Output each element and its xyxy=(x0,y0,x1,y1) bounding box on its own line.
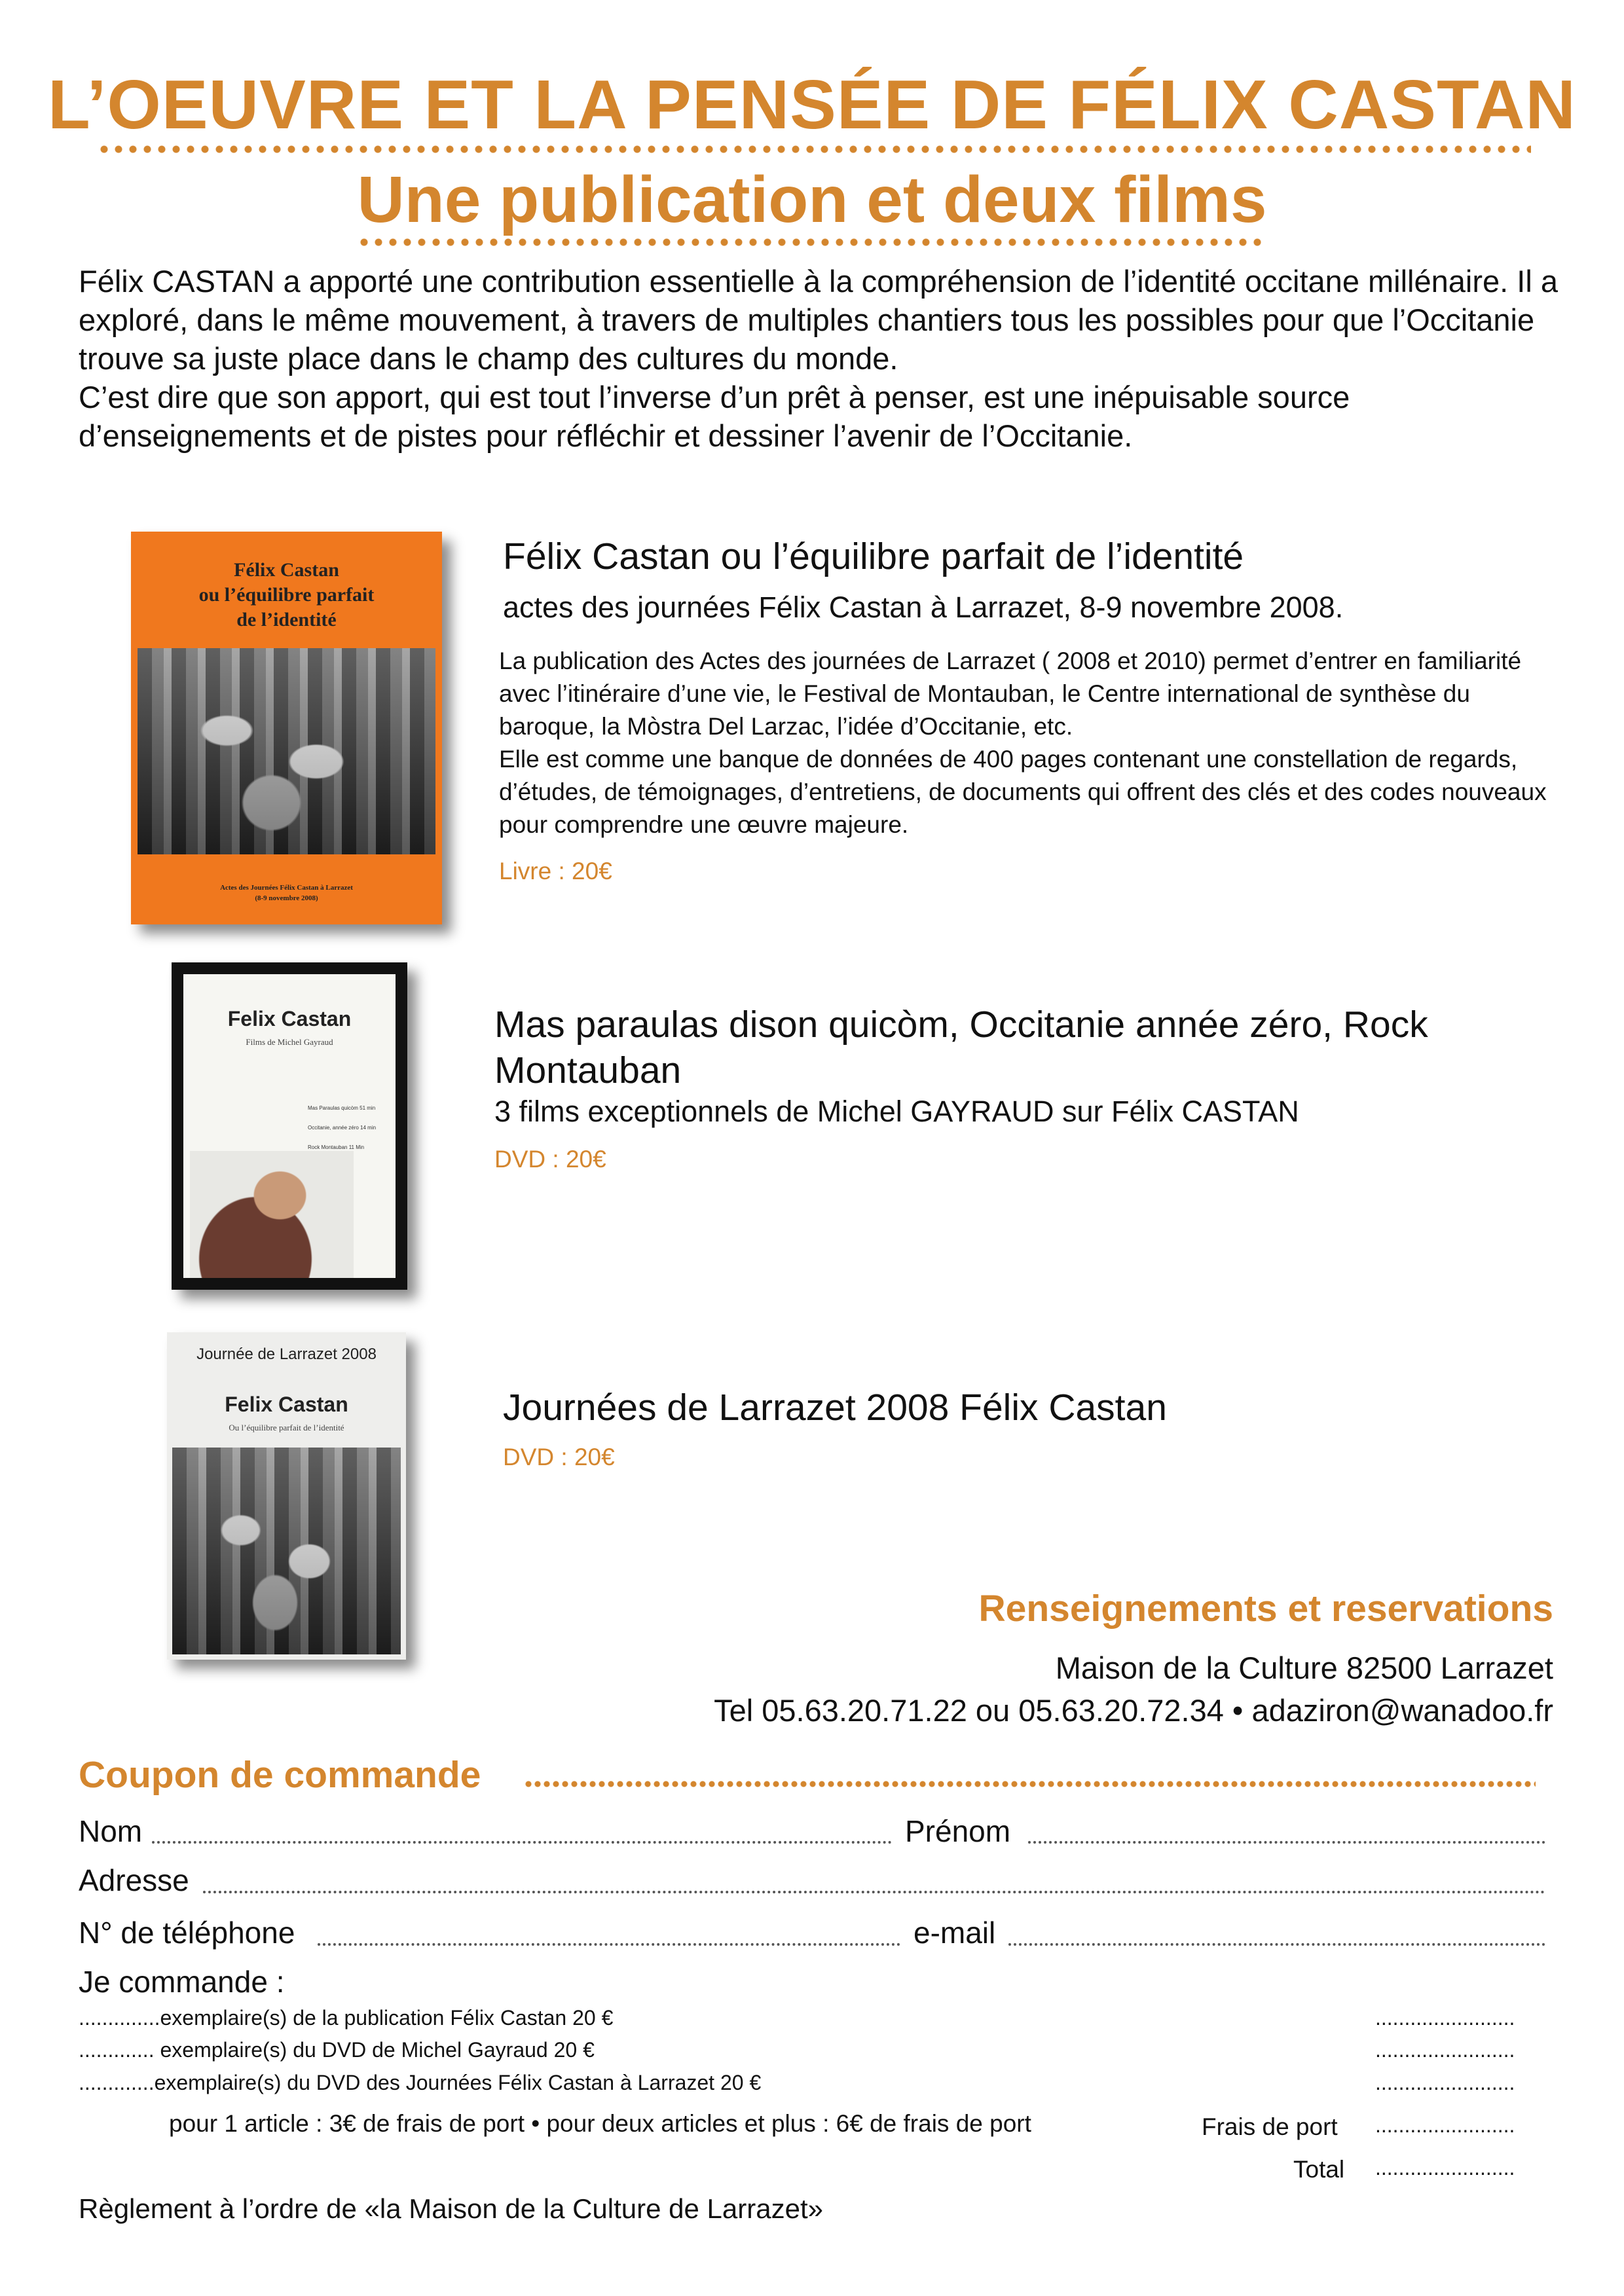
intro-paragraph-1: Félix CASTAN a apporté une contribution essentielle à la compréhension de l’identité occitane millénaire. Il a exploré, dans le même mouvement, à travers de multiples chantiers tous les possibles pour que l’Occitanie trouve sa juste place dans le champ des cultures du monde. xyxy=(79,264,1558,376)
book-cover-footer-1: Actes des Journées Félix Castan à Larrazet xyxy=(220,884,353,892)
dvd-gayraud-cover-portrait xyxy=(190,1151,354,1278)
book-cover xyxy=(131,532,442,924)
dvd-journees-cover-subtitle: Ou l’équilibre parfait de l’identité xyxy=(229,1423,344,1432)
book-subtitle: actes des journées Félix Castan à Larrazet, 8-9 novembre 2008. xyxy=(503,591,1344,624)
order-line-dvd-gayraud[interactable]: ............. exemplaire(s) du DVD de Michel Gayraud 20 € xyxy=(79,2038,595,2062)
dvd-journees-cover-title: Felix Castan xyxy=(225,1393,348,1416)
book-cover-title-3: de l’identité xyxy=(236,609,337,630)
dvd-gayraud-title: Mas paraulas dison quicòm, Occitanie année zéro, Rock Montauban xyxy=(494,1004,1428,1091)
nom-label: Nom xyxy=(79,1814,143,1848)
page-title: L’OEUVRE ET LA PENSÉE DE FÉLIX CASTAN xyxy=(48,66,1576,143)
page-subtitle: Une publication et deux films xyxy=(357,163,1267,236)
coupon-heading: Coupon de commande xyxy=(79,1754,481,1796)
total-field[interactable]: ........................ xyxy=(1375,2156,1515,2179)
dvd-gayraud-cover xyxy=(172,962,407,1290)
dvd-gayraud-cover-subtitle: Films de Michel Gayraud xyxy=(246,1037,333,1047)
book-description-2: Elle est comme une banque de données de 400 pages contenant une constellation de regards, d’études, de témoignages, d’entretiens, de documents qui offrent des clés et des codes nouveaux pour comprendre une œuvre majeure. xyxy=(499,746,1547,838)
je-commande-label: Je commande : xyxy=(79,1965,285,1999)
book-cover-title-2: ou l’équilibre parfait xyxy=(198,584,375,606)
adresse-field[interactable] xyxy=(203,1891,1545,1893)
order-line-publication[interactable]: ..............exemplaire(s) de la publication Félix Castan 20 € xyxy=(79,2006,614,2030)
book-description-1: La publication des Actes des journées de Larrazet ( 2008 et 2010) permet d’entrer en familiarité avec l’itinéraire d’une vie, le Festival de Montauban, le Centre international de synthèse du baroque, la Mòstra Del Larzac, l’idée d’Occitanie, etc. xyxy=(499,647,1522,740)
dvd-gayraud-cover-title: Felix Castan xyxy=(227,1007,352,1030)
dvd-gayraud-cover-film-1: Mas Paraulas quicòm 51 min xyxy=(308,1105,376,1111)
dvd-gayraud-price: DVD : 20€ xyxy=(494,1146,606,1173)
adresse-label: Adresse xyxy=(79,1863,189,1897)
frais-de-port-field[interactable]: ........................ xyxy=(1375,2113,1515,2137)
intro-paragraph-2: C’est dire que son apport, qui est tout l’inverse d’un prêt à penser, est une inépuisable source d’enseignements et de pistes pour réfléchir et dessiner l’avenir de l’Occitanie. xyxy=(79,380,1350,453)
dvd-gayraud-cover-film-3: Rock Montauban 11 Min xyxy=(308,1144,365,1150)
dvd-journees-cover-photo xyxy=(172,1448,401,1654)
order-fill-dvd-journees[interactable]: ........................ xyxy=(1375,2071,1515,2094)
book-title: Félix Castan ou l’équilibre parfait de l’identité xyxy=(503,536,1244,577)
email-label: e-mail xyxy=(913,1916,996,1950)
book-cover-photo xyxy=(138,648,435,854)
contact-phone-email: Tel 05.63.20.71.22 ou 05.63.20.72.34 • adaziron@wanadoo.fr xyxy=(714,1693,1553,1728)
book-cover-title-1: Félix Castan xyxy=(234,559,339,581)
subtitle-dotted-rule xyxy=(357,237,1267,247)
book-cover-footer-2: (8-9 novembre 2008) xyxy=(255,894,318,902)
dvd-journees-title: Journées de Larrazet 2008 Félix Castan xyxy=(503,1387,1167,1429)
reglement-note: Règlement à l’ordre de «la Maison de la Culture de Larrazet» xyxy=(79,2193,823,2224)
frais-de-port-label: Frais de port xyxy=(1202,2113,1338,2140)
shipping-note: pour 1 article : 3€ de frais de port • pour deux articles et plus : 6€ de frais de port xyxy=(169,2110,1031,2137)
telephone-label: N° de téléphone xyxy=(79,1916,295,1950)
book-price: Livre : 20€ xyxy=(499,858,612,884)
contact-address: Maison de la Culture 82500 Larrazet xyxy=(1055,1650,1553,1685)
email-field[interactable] xyxy=(1008,1943,1545,1946)
prenom-field[interactable] xyxy=(1028,1841,1545,1844)
order-fill-publication[interactable]: ........................ xyxy=(1375,2006,1515,2030)
dvd-journees-cover-top: Journée de Larrazet 2008 xyxy=(196,1345,377,1363)
prenom-label: Prénom xyxy=(905,1814,1011,1848)
nom-field[interactable] xyxy=(152,1841,892,1844)
dvd-gayraud-subtitle: 3 films exceptionnels de Michel GAYRAUD sur Félix CASTAN xyxy=(494,1095,1299,1128)
telephone-field[interactable] xyxy=(318,1943,900,1946)
dvd-journees-cover xyxy=(167,1332,406,1660)
order-line-dvd-journees[interactable]: .............exemplaire(s) du DVD des Journées Félix Castan à Larrazet 20 € xyxy=(79,2071,762,2094)
contact-heading: Renseignements et reservations xyxy=(978,1588,1553,1630)
dvd-gayraud-cover-film-2: Occitanie, année zéro 14 min xyxy=(308,1125,377,1131)
intro-text xyxy=(79,262,1559,455)
coupon-heading-dotted-rule xyxy=(524,1779,1536,1789)
order-fill-dvd-gayraud[interactable]: ........................ xyxy=(1375,2038,1515,2062)
title-dotted-rule xyxy=(97,144,1531,155)
book-description xyxy=(499,645,1547,841)
dvd-journees-price: DVD : 20€ xyxy=(503,1444,615,1470)
total-label: Total xyxy=(1293,2156,1345,2183)
